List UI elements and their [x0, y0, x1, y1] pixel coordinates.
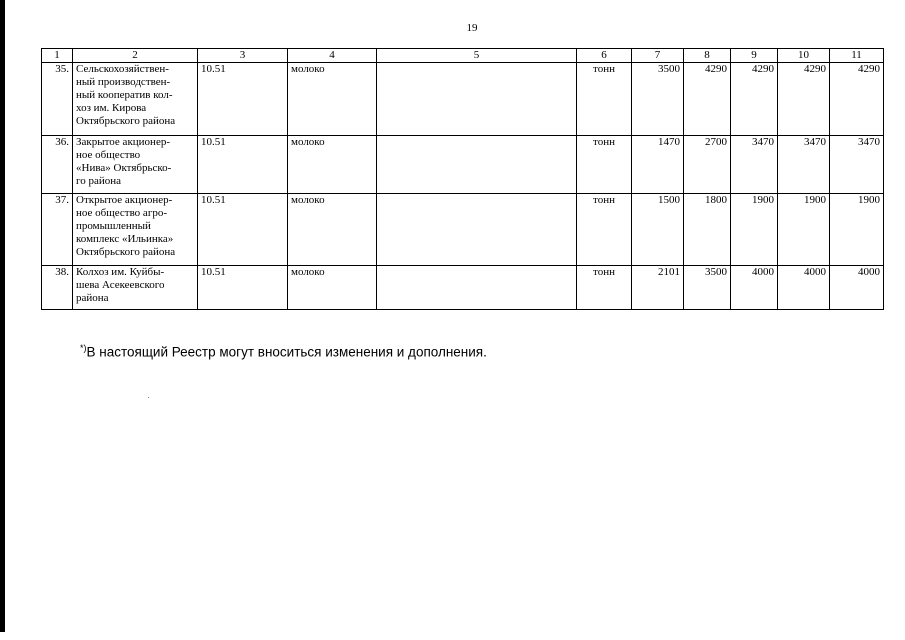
column-header: 3 — [198, 49, 288, 63]
column-header: 10 — [778, 49, 830, 63]
value-col-9: 1900 — [731, 194, 778, 266]
value-col-10: 4000 — [778, 266, 830, 310]
value-col-10: 4290 — [778, 63, 830, 136]
value-col-11: 4000 — [830, 266, 884, 310]
column-header: 4 — [288, 49, 377, 63]
registry-table — [41, 48, 884, 310]
value-col-9: 4000 — [731, 266, 778, 310]
activity-code: 10.51 — [198, 136, 288, 194]
column-header: 7 — [632, 49, 684, 63]
value-col-10: 3470 — [778, 136, 830, 194]
table-header-row — [42, 49, 884, 63]
column-header: 5 — [377, 49, 577, 63]
column-header: 6 — [577, 49, 632, 63]
value-col-7: 3500 — [632, 63, 684, 136]
value-col-10: 1900 — [778, 194, 830, 266]
activity-code: 10.51 — [198, 266, 288, 310]
page-number: 19 — [466, 22, 478, 34]
value-col-8: 4290 — [684, 63, 731, 136]
row-number: 36. — [42, 136, 73, 194]
table-row — [42, 63, 884, 136]
unit-of-measure: тонн — [577, 136, 632, 194]
value-col-11: 1900 — [830, 194, 884, 266]
value-col-11: 4290 — [830, 63, 884, 136]
value-col-7: 2101 — [632, 266, 684, 310]
product-name: молоко — [288, 266, 377, 310]
footnote — [80, 343, 487, 360]
column-header: 2 — [73, 49, 198, 63]
footnote-marker: *) — [80, 343, 87, 353]
value-col-8: 2700 — [684, 136, 731, 194]
unit-of-measure: тонн — [577, 266, 632, 310]
column-header: 1 — [42, 49, 73, 63]
footnote-text: В настоящий Реестр могут вноситься изменения и дополнения. — [86, 344, 487, 360]
product-name: молоко — [288, 136, 377, 194]
column-header: 8 — [684, 49, 731, 63]
value-col-9: 3470 — [731, 136, 778, 194]
product-name: молоко — [288, 194, 377, 266]
column-5-value — [377, 266, 577, 310]
row-number: 37. — [42, 194, 73, 266]
row-number: 35. — [42, 63, 73, 136]
activity-code: 10.51 — [198, 63, 288, 136]
value-col-11: 3470 — [830, 136, 884, 194]
column-5-value — [377, 194, 577, 266]
value-col-9: 4290 — [731, 63, 778, 136]
activity-code: 10.51 — [198, 194, 288, 266]
product-name: молоко — [288, 63, 377, 136]
value-col-8: 3500 — [684, 266, 731, 310]
value-col-7: 1470 — [632, 136, 684, 194]
value-col-7: 1500 — [632, 194, 684, 266]
column-header: 9 — [731, 49, 778, 63]
left-binding-edge — [0, 0, 5, 632]
organization-name: Колхоз им. Куйбы- шева Асекеевского района — [73, 266, 198, 310]
column-5-value — [377, 136, 577, 194]
organization-name: Закрытое акционер- ное общество «Нива» Октябрьско- го района — [73, 136, 198, 194]
organization-name: Открытое акционер- ное общество агро- промышленный комплекс «Ильинка» Октябрьского района — [73, 194, 198, 266]
scan-speck — [148, 397, 149, 398]
table-row — [42, 194, 884, 266]
organization-name: Сельскохозяйствен- ный производствен- ный кооператив кол- хоз им. Кирова Октябрьского района — [73, 63, 198, 136]
value-col-8: 1800 — [684, 194, 731, 266]
table-row — [42, 266, 884, 310]
column-5-value — [377, 63, 577, 136]
row-number: 38. — [42, 266, 73, 310]
table-row — [42, 136, 884, 194]
column-header: 11 — [830, 49, 884, 63]
unit-of-measure: тонн — [577, 194, 632, 266]
unit-of-measure: тонн — [577, 63, 632, 136]
